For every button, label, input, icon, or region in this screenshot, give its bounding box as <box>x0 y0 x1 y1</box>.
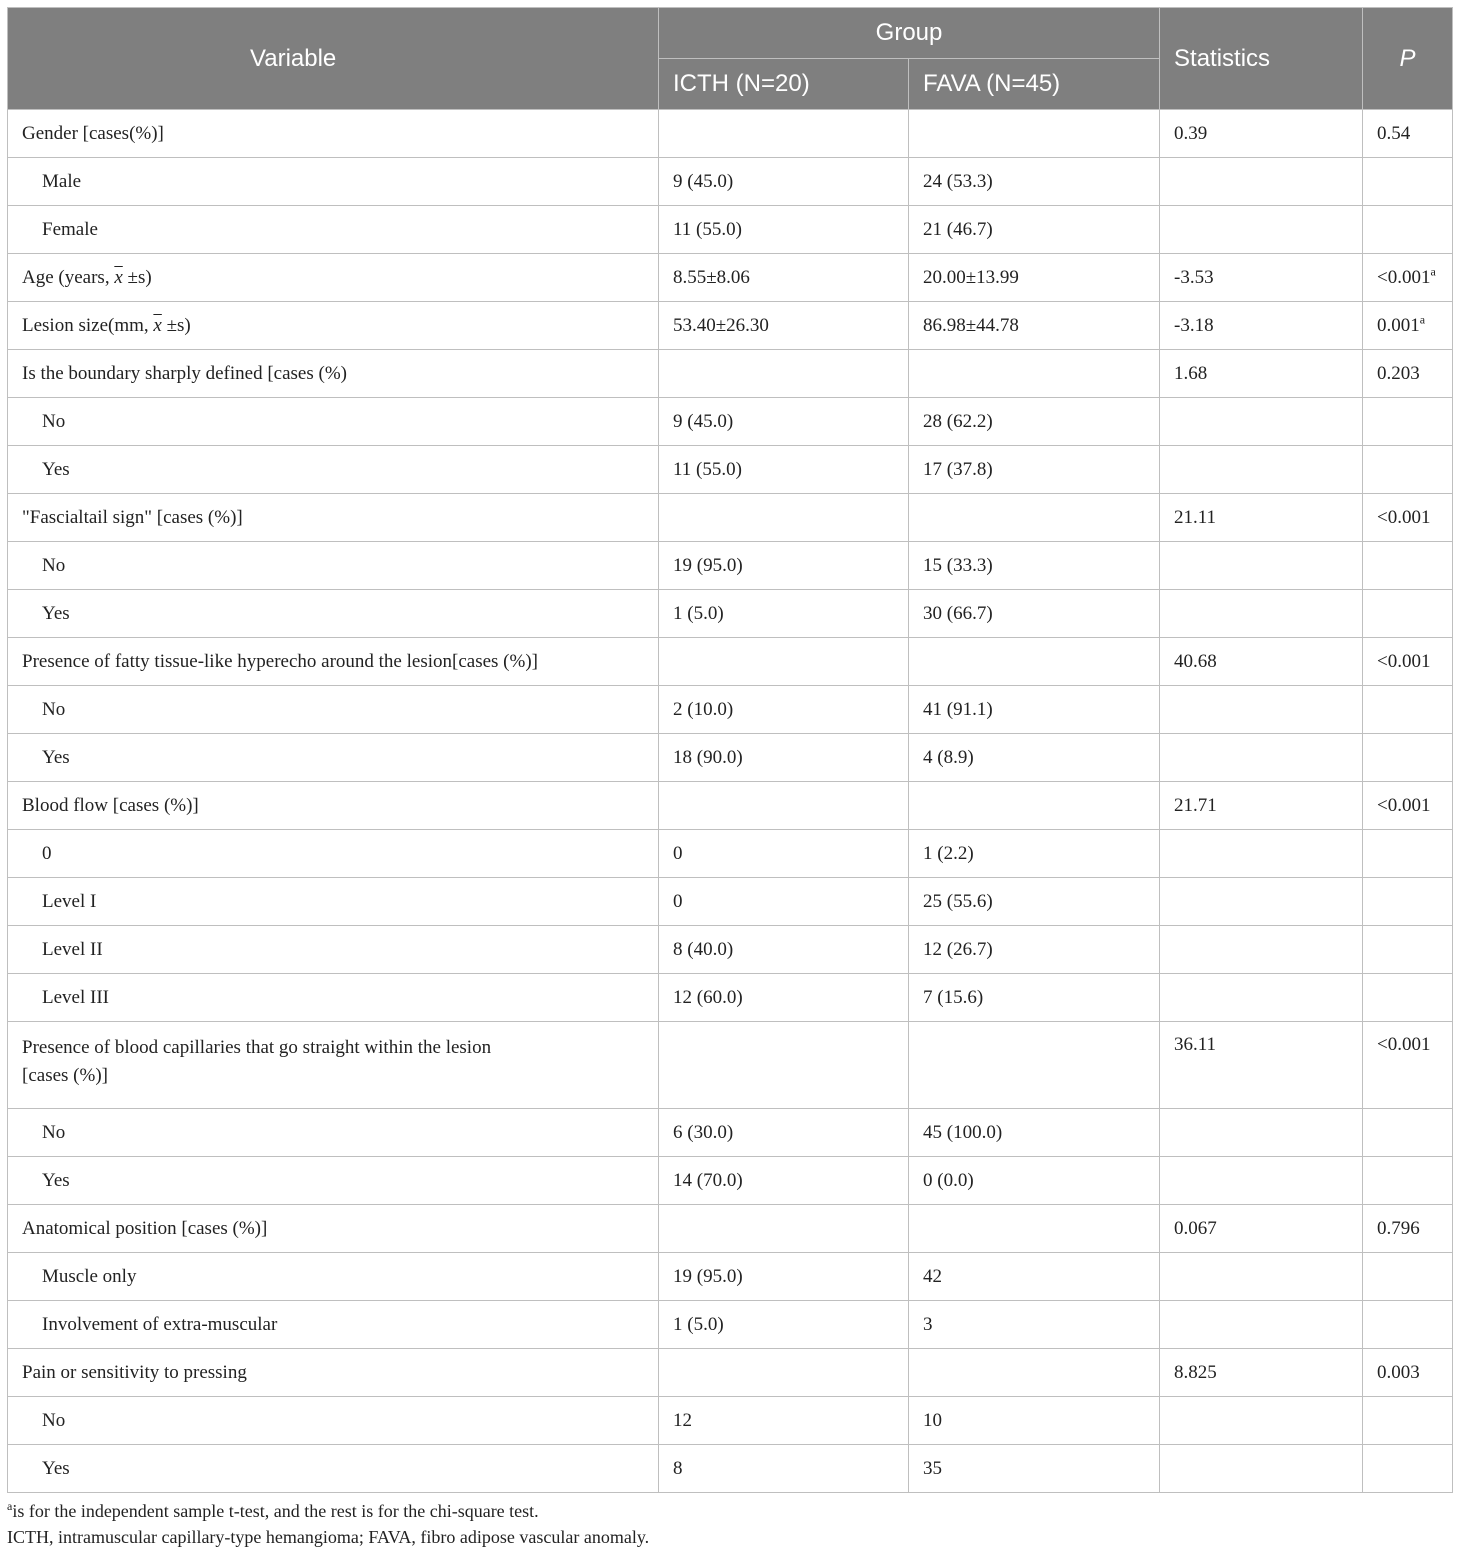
statistics-cell <box>1160 494 1363 542</box>
p-value-cell <box>1363 206 1453 254</box>
statistics-cell <box>1160 158 1363 206</box>
fava-cell <box>909 1445 1160 1493</box>
p-value-cell-value: <0.001 <box>1377 650 1431 672</box>
statistics-cell <box>1160 398 1363 446</box>
statistics-cell-value: 40.68 <box>1174 650 1217 672</box>
footnote-a-mark: a <box>7 1499 13 1513</box>
header-statistics: Statistics <box>1160 8 1363 110</box>
variable-label: 0 <box>42 842 52 864</box>
variable-label: Pain or sensitivity to pressing <box>22 1361 247 1383</box>
fava-cell-value: 42 <box>923 1265 942 1287</box>
p-value-cell <box>1363 1022 1453 1109</box>
footnote-marker: a <box>1430 264 1436 279</box>
statistics-cell <box>1160 110 1363 158</box>
fava-cell <box>909 590 1160 638</box>
fava-cell <box>909 974 1160 1022</box>
variable-label-suffix: ±s) <box>161 314 191 336</box>
statistics-cell <box>1160 302 1363 350</box>
icth-cell-value: 14 (70.0) <box>673 1169 743 1191</box>
fava-cell-value: 25 (55.6) <box>923 890 993 912</box>
p-value-cell <box>1363 110 1453 158</box>
icth-cell <box>659 446 909 494</box>
statistics-cell <box>1160 926 1363 974</box>
icth-cell <box>659 878 909 926</box>
icth-cell <box>659 1445 909 1493</box>
variable-cell <box>8 1397 659 1445</box>
p-value-cell <box>1363 1301 1453 1349</box>
footnote-a <box>7 1498 1452 1524</box>
table-row <box>8 398 1453 446</box>
variable-label: Level II <box>42 938 103 960</box>
statistics-cell-value: 0.39 <box>1174 122 1208 144</box>
variable-cell <box>8 110 659 158</box>
p-value-cell <box>1363 542 1453 590</box>
icth-cell-value: 11 (55.0) <box>673 458 742 480</box>
variable-cell <box>8 1253 659 1301</box>
variable-label: Yes <box>42 1457 70 1479</box>
variable-label: Yes <box>42 1169 70 1191</box>
p-value-cell <box>1363 398 1453 446</box>
fava-cell-value: 45 (100.0) <box>923 1121 1003 1143</box>
fava-cell-value: 4 (8.9) <box>923 746 974 768</box>
variable-label: Level I <box>42 890 97 912</box>
icth-cell <box>659 1301 909 1349</box>
fava-cell <box>909 158 1160 206</box>
variable-label: No <box>42 1409 66 1431</box>
p-value-cell <box>1363 830 1453 878</box>
icth-cell <box>659 206 909 254</box>
header-icth: ICTH (N=20) <box>659 59 909 110</box>
fava-cell-value: 20.00±13.99 <box>923 266 1019 288</box>
statistics-cell <box>1160 1022 1363 1109</box>
icth-cell <box>659 1349 909 1397</box>
fava-cell-value: 86.98±44.78 <box>923 314 1019 336</box>
p-value-cell <box>1363 494 1453 542</box>
variable-label: Gender [cases(%)] <box>22 122 164 144</box>
header-fava: FAVA (N=45) <box>909 59 1160 110</box>
variable-label: Female <box>42 218 98 240</box>
icth-cell <box>659 1109 909 1157</box>
icth-cell <box>659 590 909 638</box>
statistics-cell <box>1160 254 1363 302</box>
statistics-cell-value: -3.18 <box>1174 314 1214 336</box>
statistics-cell <box>1160 446 1363 494</box>
statistics-cell <box>1160 1253 1363 1301</box>
p-value-cell <box>1363 1109 1453 1157</box>
variable-label: Blood flow [cases (%)] <box>22 794 199 816</box>
statistics-cell-value: 0.067 <box>1174 1217 1217 1239</box>
header-p: P <box>1363 8 1453 110</box>
icth-cell <box>659 638 909 686</box>
variable-label: Yes <box>42 746 70 768</box>
icth-cell-value: 12 <box>673 1409 692 1431</box>
statistics-cell <box>1160 782 1363 830</box>
p-value-cell <box>1363 302 1453 350</box>
table-header <box>8 8 1453 110</box>
table-row <box>8 350 1453 398</box>
p-value-cell <box>1363 1397 1453 1445</box>
fava-cell <box>909 1109 1160 1157</box>
icth-cell-value: 12 (60.0) <box>673 986 743 1008</box>
icth-cell-value: 9 (45.0) <box>673 170 734 192</box>
icth-cell-value: 8 (40.0) <box>673 938 734 960</box>
icth-cell-value: 0 <box>673 842 683 864</box>
statistics-cell <box>1160 878 1363 926</box>
footnotes <box>7 1498 1452 1550</box>
table-row <box>8 494 1453 542</box>
footnote-a-text: is for the independent sample t-test, and the rest is for the chi-square test. <box>12 1501 539 1521</box>
variable-cell <box>8 830 659 878</box>
fava-cell-value: 0 (0.0) <box>923 1169 974 1191</box>
statistics-cell <box>1160 1109 1363 1157</box>
variable-cell <box>8 734 659 782</box>
fava-cell <box>909 542 1160 590</box>
variable-cell <box>8 1022 659 1109</box>
fava-cell-value: 21 (46.7) <box>923 218 993 240</box>
icth-cell <box>659 542 909 590</box>
variable-cell <box>8 638 659 686</box>
fava-cell <box>909 1022 1160 1109</box>
fava-cell-value: 15 (33.3) <box>923 554 993 576</box>
fava-cell <box>909 638 1160 686</box>
table-row <box>8 734 1453 782</box>
table-row <box>8 590 1453 638</box>
statistics-cell <box>1160 350 1363 398</box>
table-row <box>8 830 1453 878</box>
fava-cell-value: 30 (66.7) <box>923 602 993 624</box>
p-value-cell <box>1363 638 1453 686</box>
table-row <box>8 1157 1453 1205</box>
table-row <box>8 1445 1453 1493</box>
p-value-cell-value: 0.203 <box>1377 362 1420 384</box>
fava-cell <box>909 1253 1160 1301</box>
variable-label: No <box>42 698 66 720</box>
statistics-cell <box>1160 830 1363 878</box>
variable-label: No <box>42 1121 66 1143</box>
statistics-cell-value: -3.53 <box>1174 266 1214 288</box>
statistics-cell <box>1160 1157 1363 1205</box>
icth-cell <box>659 494 909 542</box>
variable-cell <box>8 302 659 350</box>
variable-cell <box>8 1301 659 1349</box>
variable-cell <box>8 398 659 446</box>
footnote-marker: a <box>1419 312 1426 327</box>
icth-cell <box>659 254 909 302</box>
statistics-cell <box>1160 1397 1363 1445</box>
fava-cell <box>909 1397 1160 1445</box>
table-row <box>8 1397 1453 1445</box>
p-value-cell-value: <0.001 <box>1377 1034 1431 1055</box>
fava-cell <box>909 782 1160 830</box>
fava-cell <box>909 926 1160 974</box>
icth-cell <box>659 302 909 350</box>
statistics-cell <box>1160 1301 1363 1349</box>
icth-cell <box>659 1253 909 1301</box>
fava-cell <box>909 1157 1160 1205</box>
variable-label: Yes <box>42 602 70 624</box>
fava-cell-value: 41 (91.1) <box>923 698 993 720</box>
variable-label-line2: [cases (%)] <box>22 1065 108 1086</box>
fava-cell <box>909 446 1160 494</box>
icth-cell-value: 19 (95.0) <box>673 1265 743 1287</box>
table-row <box>8 542 1453 590</box>
fava-cell-value: 17 (37.8) <box>923 458 993 480</box>
icth-cell <box>659 398 909 446</box>
variable-cell <box>8 1109 659 1157</box>
icth-cell-value: 8 <box>673 1457 683 1479</box>
table-row <box>8 206 1453 254</box>
variable-label: Male <box>42 170 82 192</box>
fava-cell-value: 24 (53.3) <box>923 170 993 192</box>
statistics-cell-value: 21.71 <box>1174 794 1217 816</box>
statistics-cell-value: 21.11 <box>1174 506 1217 528</box>
table-row <box>8 1205 1453 1253</box>
p-value-cell <box>1363 686 1453 734</box>
variable-cell <box>8 974 659 1022</box>
variable-label: No <box>42 554 66 576</box>
icth-cell-value: 11 (55.0) <box>673 218 742 240</box>
p-value-cell <box>1363 974 1453 1022</box>
statistics-cell <box>1160 974 1363 1022</box>
fava-cell <box>909 1301 1160 1349</box>
variable-label: Age (years, <box>22 266 115 288</box>
p-value-cell <box>1363 878 1453 926</box>
icth-cell <box>659 1397 909 1445</box>
fava-cell <box>909 398 1160 446</box>
p-value-cell-value: <0.001 <box>1377 266 1431 288</box>
fava-cell <box>909 350 1160 398</box>
table-row <box>8 1022 1453 1109</box>
statistics-cell <box>1160 1205 1363 1253</box>
variable-cell <box>8 1349 659 1397</box>
fava-cell <box>909 1349 1160 1397</box>
p-value-cell-value: <0.001 <box>1377 506 1431 528</box>
variable-label: No <box>42 410 66 432</box>
table-row <box>8 158 1453 206</box>
icth-cell-value: 9 (45.0) <box>673 410 734 432</box>
table-row <box>8 302 1453 350</box>
icth-cell-value: 2 (10.0) <box>673 698 734 720</box>
icth-cell <box>659 1205 909 1253</box>
icth-cell-value: 8.55±8.06 <box>673 266 750 288</box>
table-row <box>8 878 1453 926</box>
fava-cell-value: 12 (26.7) <box>923 938 993 960</box>
table-row <box>8 254 1453 302</box>
table-row <box>8 446 1453 494</box>
table-row <box>8 926 1453 974</box>
variable-label: Presence of blood capillaries that go straight within the lesion <box>22 1037 492 1058</box>
statistics-cell <box>1160 734 1363 782</box>
icth-cell-value: 1 (5.0) <box>673 1313 724 1335</box>
fava-cell <box>909 254 1160 302</box>
table-row <box>8 974 1453 1022</box>
table-row <box>8 638 1453 686</box>
fava-cell-value: 35 <box>923 1457 942 1479</box>
variable-cell <box>8 590 659 638</box>
p-value-cell-value: 0.003 <box>1377 1361 1420 1383</box>
variable-cell <box>8 254 659 302</box>
fava-cell-value: 28 (62.2) <box>923 410 993 432</box>
variable-cell <box>8 542 659 590</box>
header-group: Group <box>659 8 1160 59</box>
fava-cell <box>909 110 1160 158</box>
fava-cell <box>909 878 1160 926</box>
p-value-cell <box>1363 1205 1453 1253</box>
icth-cell <box>659 350 909 398</box>
variable-label: Level III <box>42 986 109 1008</box>
fava-cell <box>909 686 1160 734</box>
statistics-cell <box>1160 1349 1363 1397</box>
statistics-cell <box>1160 638 1363 686</box>
p-value-cell-value: 0.001 <box>1377 314 1420 336</box>
statistics-cell <box>1160 206 1363 254</box>
variable-cell <box>8 1205 659 1253</box>
variable-label: Anatomical position [cases (%)] <box>22 1217 268 1239</box>
variable-cell <box>8 206 659 254</box>
fava-cell <box>909 734 1160 782</box>
table-row <box>8 1253 1453 1301</box>
header-variable: Variable <box>8 8 659 110</box>
variable-cell <box>8 782 659 830</box>
icth-cell <box>659 1157 909 1205</box>
fava-cell-value: 10 <box>923 1409 942 1431</box>
variable-label: "Fascialtail sign" [cases (%)] <box>22 506 243 528</box>
p-value-cell <box>1363 1253 1453 1301</box>
variable-cell <box>8 446 659 494</box>
p-value-cell-value: 0.54 <box>1377 122 1411 144</box>
variable-label: Is the boundary sharply defined [cases (%) <box>22 362 347 384</box>
p-value-cell <box>1363 254 1453 302</box>
icth-cell <box>659 830 909 878</box>
table-row <box>8 1109 1453 1157</box>
table-row <box>8 110 1453 158</box>
p-value-cell <box>1363 1157 1453 1205</box>
p-value-cell <box>1363 590 1453 638</box>
icth-cell <box>659 926 909 974</box>
statistics-cell-value: 8.825 <box>1174 1361 1217 1383</box>
fava-cell-value: 3 <box>923 1313 933 1335</box>
p-value-cell <box>1363 158 1453 206</box>
variable-label: Lesion size(mm, <box>22 314 154 336</box>
p-value-cell <box>1363 446 1453 494</box>
variable-label-suffix: ±s) <box>122 266 152 288</box>
variable-cell <box>8 926 659 974</box>
icth-cell-value: 53.40±26.30 <box>673 314 769 336</box>
variable-label: Involvement of extra-muscular <box>42 1313 278 1335</box>
p-value-cell <box>1363 350 1453 398</box>
variable-cell <box>8 878 659 926</box>
p-value-cell <box>1363 734 1453 782</box>
icth-cell <box>659 686 909 734</box>
table-body <box>8 110 1453 1493</box>
variable-cell <box>8 1157 659 1205</box>
icth-cell <box>659 1022 909 1109</box>
icth-cell <box>659 110 909 158</box>
table-row <box>8 1301 1453 1349</box>
icth-cell <box>659 158 909 206</box>
footnote-abbreviations: ICTH, intramuscular capillary-type hemangioma; FAVA, fibro adipose vascular anomaly. <box>7 1527 650 1547</box>
variable-label: Yes <box>42 458 70 480</box>
table-row <box>8 1349 1453 1397</box>
mean-symbol: $\overline{x}$ <box>114 266 123 288</box>
icth-cell <box>659 734 909 782</box>
statistics-cell <box>1160 542 1363 590</box>
statistics-cell <box>1160 1445 1363 1493</box>
variable-cell <box>8 1445 659 1493</box>
statistics-cell-value: 1.68 <box>1174 362 1208 384</box>
fava-cell <box>909 206 1160 254</box>
p-value-cell <box>1363 926 1453 974</box>
statistics-cell <box>1160 590 1363 638</box>
variable-cell <box>8 686 659 734</box>
variable-cell <box>8 350 659 398</box>
mean-symbol: $\overline{x}$ <box>153 314 162 336</box>
fava-cell <box>909 830 1160 878</box>
p-value-cell-value: 0.796 <box>1377 1217 1420 1239</box>
table-row <box>8 782 1453 830</box>
fava-cell <box>909 302 1160 350</box>
p-value-cell <box>1363 782 1453 830</box>
p-value-cell-value: <0.001 <box>1377 794 1431 816</box>
variable-label: Presence of fatty tissue-like hyperecho around the lesion[cases (%)] <box>22 650 538 672</box>
p-value-cell <box>1363 1349 1453 1397</box>
fava-cell <box>909 1205 1160 1253</box>
icth-cell-value: 1 (5.0) <box>673 602 724 624</box>
fava-cell <box>909 494 1160 542</box>
fava-cell-value: 7 (15.6) <box>923 986 984 1008</box>
icth-cell-value: 19 (95.0) <box>673 554 743 576</box>
fava-cell-value: 1 (2.2) <box>923 842 974 864</box>
icth-cell <box>659 782 909 830</box>
variable-label: Muscle only <box>42 1265 137 1287</box>
results-table <box>7 7 1453 1493</box>
statistics-cell <box>1160 686 1363 734</box>
variable-cell <box>8 494 659 542</box>
icth-cell-value: 0 <box>673 890 683 912</box>
statistics-cell-value: 36.11 <box>1174 1034 1217 1055</box>
table-row <box>8 686 1453 734</box>
icth-cell <box>659 974 909 1022</box>
variable-cell <box>8 158 659 206</box>
icth-cell-value: 6 (30.0) <box>673 1121 734 1143</box>
p-value-cell <box>1363 1445 1453 1493</box>
icth-cell-value: 18 (90.0) <box>673 746 743 768</box>
